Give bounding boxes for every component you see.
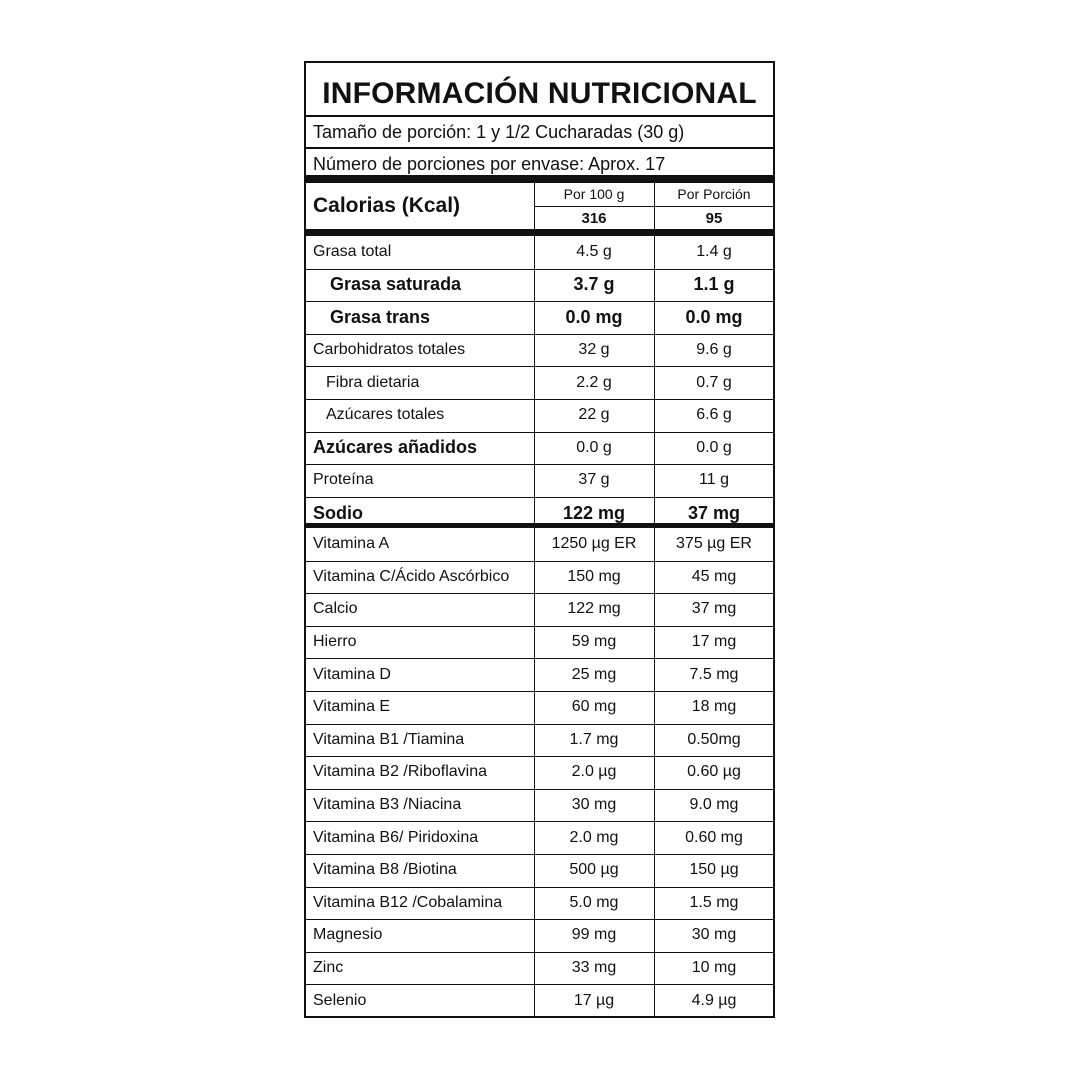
nutrient-row (306, 334, 773, 367)
nutrient-name: Hierro (313, 633, 357, 651)
nutrient-row (306, 984, 773, 1017)
nutrient-row (306, 952, 773, 985)
nutrient-per-portion: 1.5 mg (689, 893, 739, 911)
nutrient-name: Vitamina B2 /Riboflavina (313, 763, 488, 781)
nutrient-per-portion: 18 mg (691, 698, 737, 716)
nutrient-row (306, 854, 773, 887)
nutrient-per-100g: 30 mg (571, 796, 617, 814)
nutrient-name: Grasa trans (330, 306, 431, 327)
nutrient-per-portion: 0.0 mg (685, 306, 743, 327)
thick-divider-top (306, 175, 773, 183)
nutrient-name: Azúcares añadidos (313, 437, 478, 458)
nutrient-per-100g: 150 mg (567, 567, 621, 585)
nutrient-per-100g: 4.5 g (576, 243, 612, 261)
nutrient-name: Fibra dietaria (326, 373, 420, 391)
nutrient-row (306, 561, 773, 594)
nutrient-per-portion: 37 mg (691, 600, 737, 618)
nutrient-per-portion: 37 mg (687, 502, 741, 523)
nutrient-row (306, 236, 773, 269)
nutrient-per-100g: 99 mg (571, 926, 617, 944)
nutrient-per-portion: 1.1 g (693, 274, 735, 295)
nutrient-row (306, 366, 773, 399)
nutrient-per-portion: 375 µg ER (676, 535, 752, 553)
nutrient-per-100g: 3.7 g (573, 274, 615, 295)
nutrient-per-portion: 17 mg (691, 633, 737, 651)
nutrient-per-portion: 10 mg (691, 959, 737, 977)
nutrient-row (306, 301, 773, 334)
nutrient-per-portion: 150 µg (689, 861, 739, 879)
nutrient-per-100g: 59 mg (571, 633, 617, 651)
nutrient-per-100g: 0.0 g (576, 438, 612, 456)
nutrient-row (306, 724, 773, 757)
nutrient-row (306, 756, 773, 789)
column-divider-2 (654, 183, 655, 1016)
nutrient-name: Vitamina B3 /Niacina (313, 796, 462, 814)
nutrient-per-100g: 1.7 mg (569, 730, 619, 748)
nutrient-per-100g: 60 mg (571, 698, 617, 716)
nutrient-name: Sodio (313, 502, 363, 523)
nutrient-per-100g: 122 mg (562, 502, 626, 523)
nutrient-per-100g: 2.2 g (576, 373, 612, 391)
nutrient-row (306, 593, 773, 626)
nutrient-name: Vitamina B8 /Biotina (313, 861, 457, 879)
nutrient-per-100g: 0.0 mg (565, 306, 623, 327)
nutrient-per-100g: 1250 µg ER (551, 535, 637, 553)
nutrient-per-portion: 45 mg (691, 567, 737, 585)
nutrient-per-100g: 500 µg (569, 861, 619, 879)
nutrient-row (306, 269, 773, 302)
nutrient-per-portion: 0.7 g (696, 373, 732, 391)
nutrient-per-portion: 9.6 g (696, 341, 732, 359)
nutrient-per-portion: 4.9 µg (691, 991, 737, 1009)
column-divider-1 (534, 183, 535, 1016)
nutrient-name: Vitamina A (313, 535, 390, 553)
nutrient-per-100g: 33 mg (571, 959, 617, 977)
nutrient-name: Azúcares totales (326, 406, 445, 424)
nutrient-name: Grasa saturada (330, 274, 462, 295)
nutrient-per-100g: 17 µg (573, 991, 615, 1009)
nutrient-name: Vitamina D (313, 665, 391, 683)
nutrient-row (306, 626, 773, 659)
nutrient-row (306, 919, 773, 952)
nutrient-row (306, 821, 773, 854)
nutrient-per-100g: 122 mg (567, 600, 621, 618)
nutrient-per-portion: 9.0 mg (689, 796, 739, 814)
nutrient-name: Vitamina E (313, 698, 391, 716)
nutrient-row (306, 691, 773, 724)
nutrient-name: Calcio (313, 600, 358, 618)
calories-per-portion: 95 (705, 210, 723, 227)
nutrient-row (306, 658, 773, 691)
serving-size: Tamaño de porción: 1 y 1/2 Cucharadas (30 g) (306, 115, 773, 147)
nutrient-per-100g: 2.0 mg (569, 828, 619, 846)
calories-label: Calorias (Kcal) (313, 194, 461, 217)
nutrient-per-portion: 11 g (699, 471, 729, 489)
servings-per-container: Número de porciones por envase: Aprox. 17 (306, 147, 773, 179)
nutrient-name: Zinc (313, 959, 344, 977)
nutrient-name: Vitamina C/Ácido Ascórbico (313, 567, 510, 585)
nutrient-per-portion: 0.60 mg (685, 828, 743, 846)
nutrient-row (306, 887, 773, 920)
nutrient-name: Vitamina B1 /Tiamina (313, 730, 465, 748)
col-header-per-100g: Por 100 g (563, 186, 625, 202)
nutrient-per-100g: 22 g (578, 406, 610, 424)
nutrient-per-100g: 32 g (578, 341, 610, 359)
nutrient-row (306, 399, 773, 432)
calories-per-100g: 316 (581, 210, 607, 227)
nutrient-row (306, 464, 773, 497)
nutrient-per-portion: 6.6 g (696, 406, 732, 424)
nutrient-per-portion: 7.5 mg (689, 665, 739, 683)
nutrient-row (306, 432, 773, 465)
nutrient-per-portion: 0.0 g (696, 438, 732, 456)
nutrient-row (306, 528, 773, 561)
col-header-per-portion: Por Porción (677, 186, 751, 202)
nutrient-name: Carbohidratos totales (313, 341, 466, 359)
nutrient-per-100g: 5.0 mg (569, 893, 619, 911)
nutrient-name: Selenio (313, 991, 367, 1009)
label-title: INFORMACIÓN NUTRICIONAL (322, 77, 757, 110)
nutrient-per-portion: 30 mg (691, 926, 737, 944)
nutrient-name: Magnesio (313, 926, 383, 944)
nutrient-name: Vitamina B12 /Cobalamina (313, 893, 503, 911)
nutrient-per-portion: 1.4 g (696, 243, 732, 261)
nutrient-per-100g: 37 g (578, 471, 610, 489)
nutrient-name: Proteína (313, 471, 374, 489)
nutrient-row (306, 789, 773, 822)
nutrient-name: Vitamina B6/ Piridoxina (313, 828, 479, 846)
nutrient-per-100g: 25 mg (571, 665, 617, 683)
nutrient-per-portion: 0.60 µg (687, 763, 741, 781)
nutrient-name: Grasa total (313, 243, 392, 261)
nutrient-per-portion: 0.50mg (687, 730, 741, 748)
nutrition-facts-label (304, 61, 775, 1018)
thick-divider-calories (306, 229, 773, 236)
nutrient-per-100g: 2.0 µg (571, 763, 617, 781)
